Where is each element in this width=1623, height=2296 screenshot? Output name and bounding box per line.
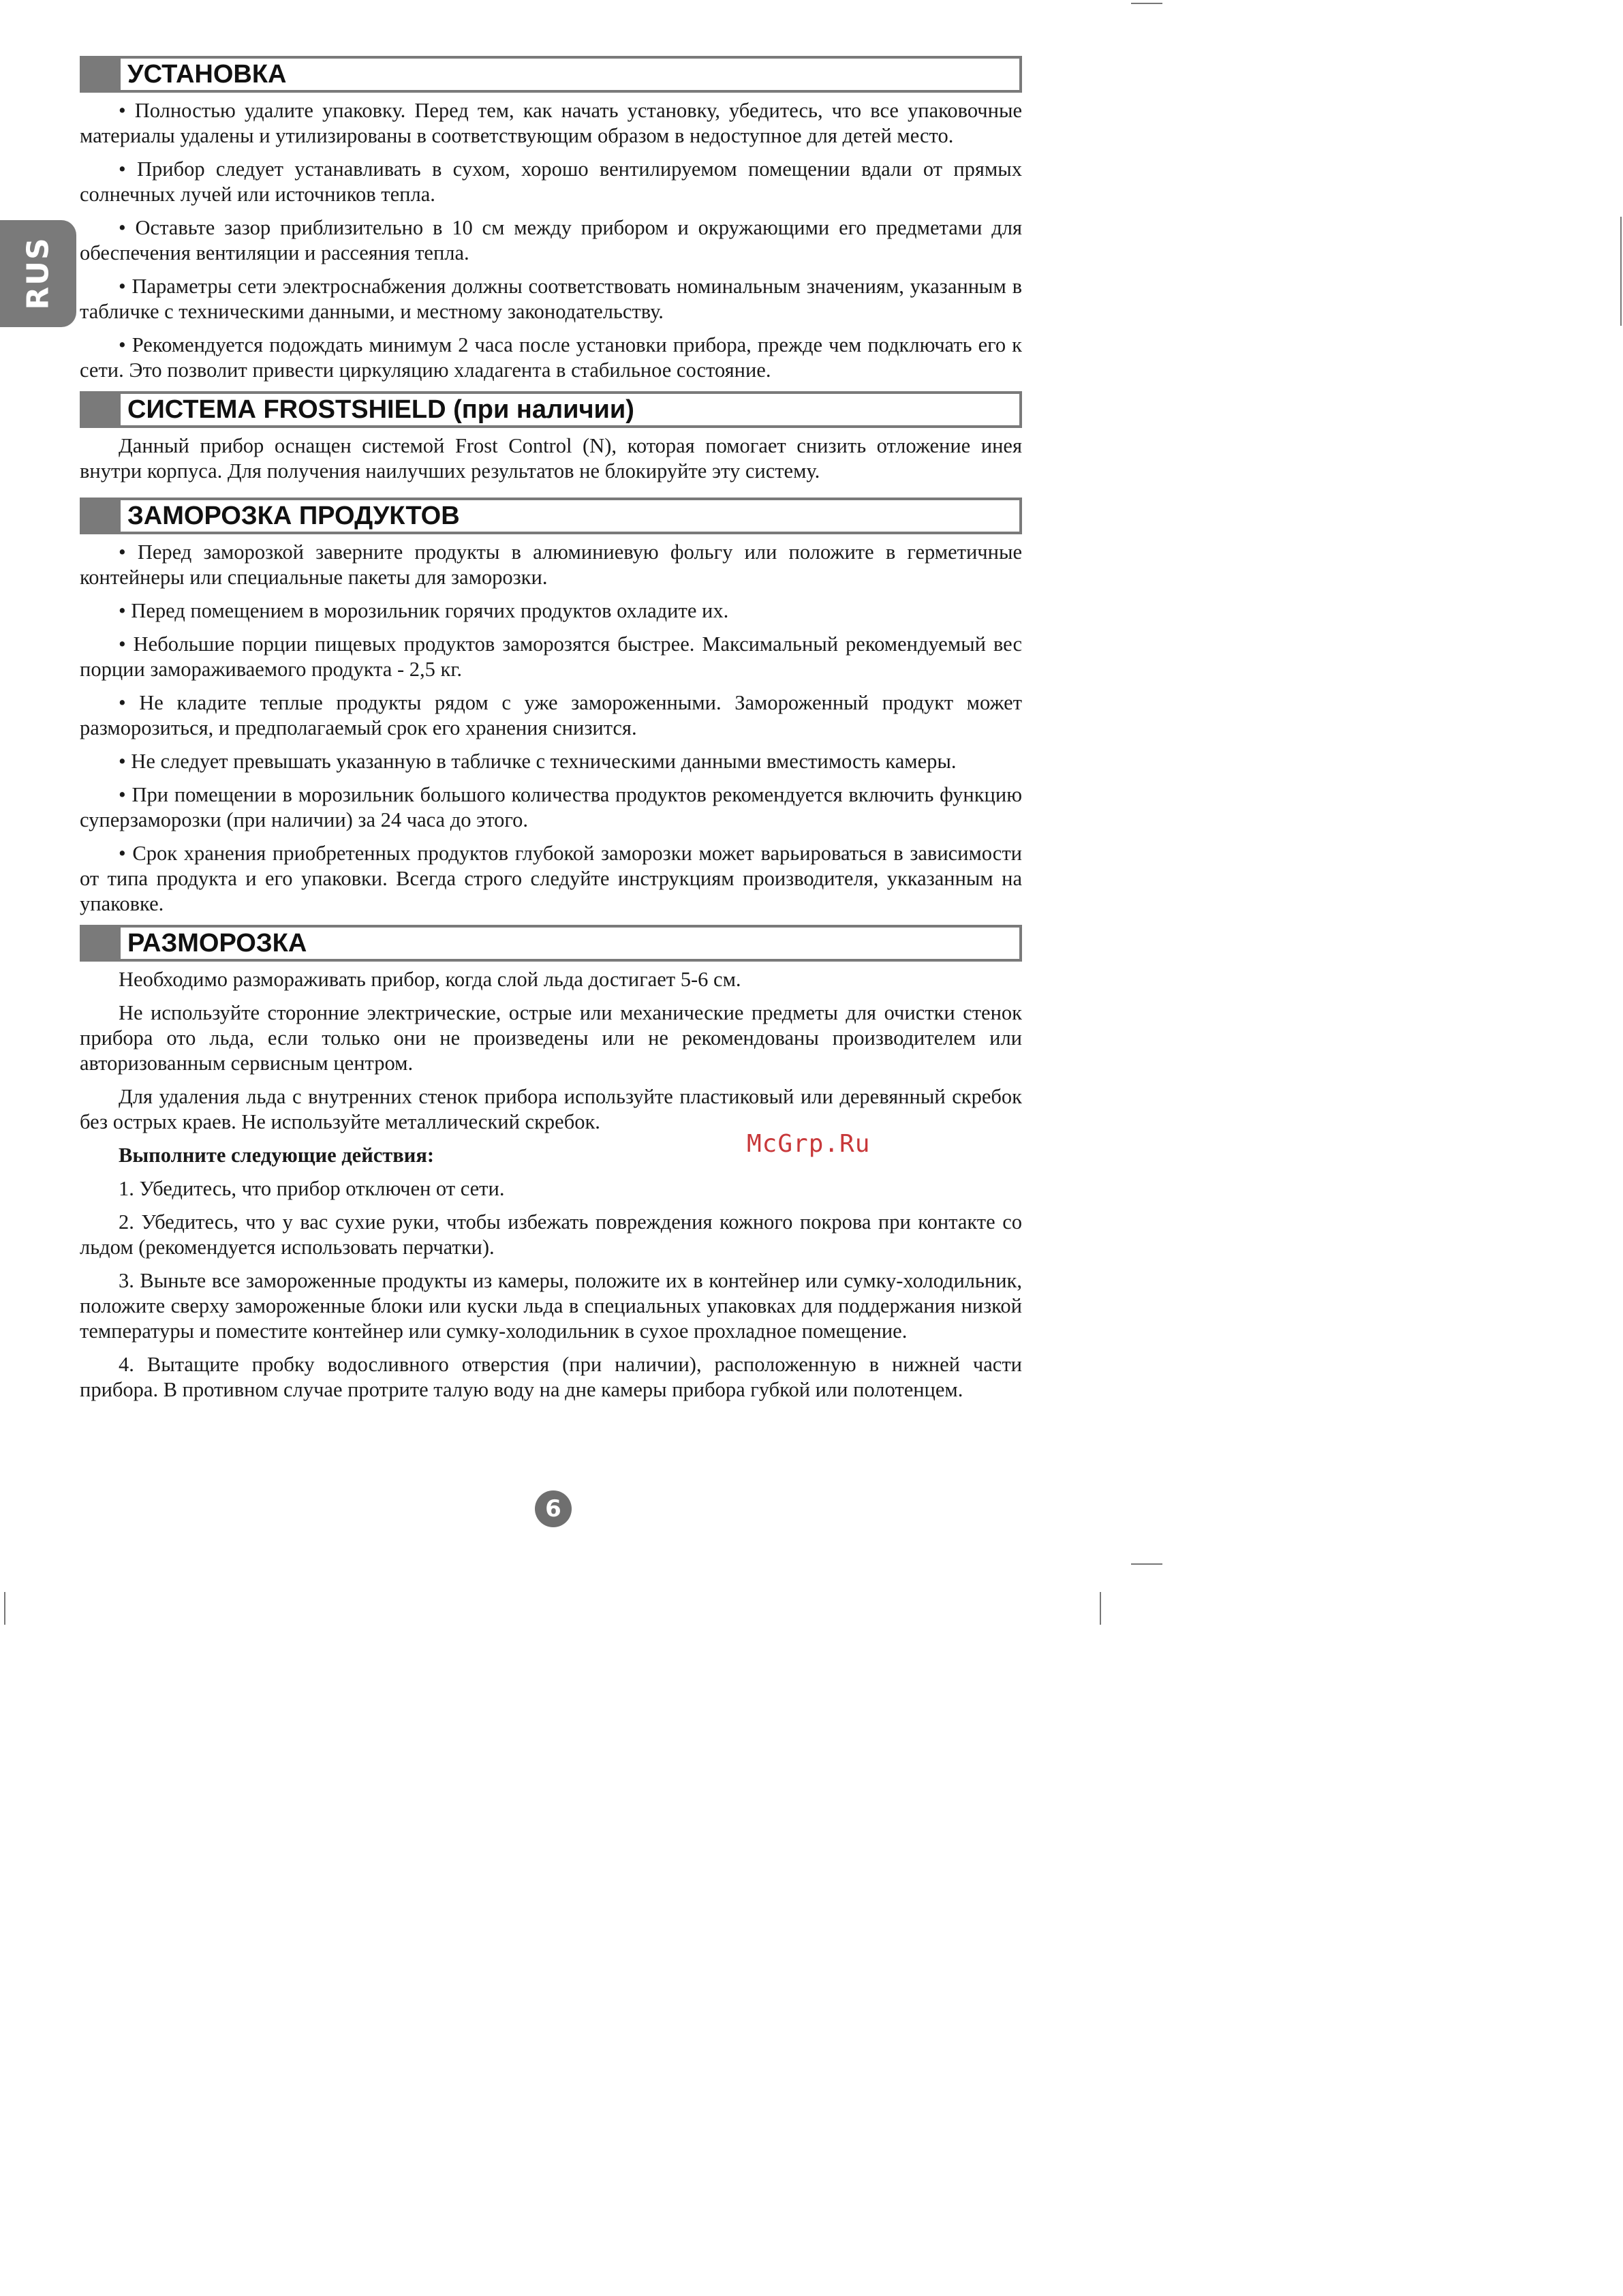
crop-mark-center (1100, 1592, 1101, 1625)
section-header-freezing (80, 498, 1022, 534)
section-title: ЗАМОРОЗКА ПРОДУКТОВ (127, 502, 460, 530)
step-item: 1. Убедитесь, что прибор отключен от сети. (119, 1177, 505, 1200)
section-marker (82, 928, 121, 959)
paragraph: Необходимо размораживать прибор, когда слой льда достигает 5-6 см. (119, 968, 741, 991)
paragraph: • Не следует превышать указанную в табличке с техническими данными вместимость камеры. (119, 750, 957, 773)
step-item: 3. Выньте все замороженные продукты из камеры, положите их в контейнер или сумку-холодильник, положите сверху замороженные блоки или куски льда в специальных упаковках для поддержания низкой температуры и поместите контейнер или сумку-холодильник в сухое прохладное помещение. (80, 1269, 1022, 1343)
section-header-defrosting (80, 925, 1022, 962)
paragraph: • Не кладите теплые продукты рядом с уже замороженными. Замороженный продукт может разморозиться, и предполагаемый срок его хранения снизится. (80, 691, 1022, 739)
section-header-installation (80, 56, 1022, 93)
section-marker (82, 59, 121, 90)
section-title: РАЗМОРОЗКА (127, 929, 307, 958)
paragraph: • Перед заморозкой заверните продукты в алюминиевую фольгу или положите в герметичные контейнеры или специальные пакеты для заморозки. (80, 540, 1022, 589)
page-number: 6 (535, 1490, 572, 1527)
step-item: 4. Вытащите пробку водосливного отверстия (при наличии), расположенную в нижней части прибора. В противном случае протрите талую воду на дне камеры прибора губкой или полотенцем. (80, 1353, 1022, 1401)
section-title: УСТАНОВКА (127, 60, 287, 89)
crop-mark-left (4, 1592, 5, 1625)
section-title: СИСТЕМА FROSTSHIELD (при наличии) (127, 395, 634, 424)
paragraph: • Прибор следует устанавливать в сухом, хорошо вентилируемом помещении вдали от прямых солнечных лучей или источников тепла. (80, 157, 1022, 206)
document-content (80, 56, 1022, 1411)
crop-mark-top-right (1131, 3, 1162, 4)
paragraph: • Срок хранения приобретенных продуктов глубокой заморозки может варьироваться в зависимости от типа продукта и его упаковки. Всегда строго следуйте инструкциям производителя, укказанным на упаковке. (80, 842, 1022, 915)
paragraph: • Рекомендуется подождать минимум 2 часа после установки прибора, прежде чем подключать его к сети. Это позволит привести циркуляцию хладагента в стабильное состояние. (80, 333, 1022, 382)
paragraph: • Параметры сети электроснабжения должны соответствовать номинальным значениям, указанным в табличке с техническими данными, и местному законодательству. (80, 275, 1022, 323)
paragraph: • Полностью удалите упаковку. Перед тем, как начать установку, убедитесь, что все упаковочные материалы удалены и утилизированы в соответствующим образом в недоступное для детей место. (80, 99, 1022, 147)
paragraph: Для удаления льда с внутренних стенок прибора используйте пластиковый или деревянный скребок без острых краев. Не используйте металлический скребок. (80, 1085, 1022, 1133)
paragraph: • Перед помещением в морозильник горячих продуктов охладите их. (119, 599, 729, 622)
paragraph: Не используйте сторонние электрические, острые или механические предметы для очистки стенок прибора ото льда, если только они не произведены или не рекомендованы производителем или авторизованным сервисным центром. (80, 1001, 1022, 1075)
steps-heading: Выполните следующие действия: (119, 1144, 434, 1167)
watermark: McGrp.Ru (747, 1130, 871, 1158)
crop-mark-right-upper (1131, 1563, 1162, 1565)
paragraph: • Оставьте зазор приблизительно в 10 см между прибором и окружающими его предметами для обеспечения вентиляции и рассеяния тепла. (80, 216, 1022, 264)
section-marker (82, 500, 121, 532)
step-item: 2. Убедитесь, что у вас сухие руки, чтобы избежать повреждения кожного покрова при контакте со льдом (рекомендуется использовать перчатки). (80, 1210, 1022, 1259)
paragraph: • Небольшие порции пищевых продуктов заморозятся быстрее. Максимальный рекомендуемый вес порции замораживаемого продукта - 2,5 кг. (80, 632, 1022, 681)
language-tab (0, 220, 76, 327)
crop-mark-right-edge (1620, 217, 1622, 326)
paragraph: Данный прибор оснащен системой Frost Control (N), которая помогает снизить отложение инея внутри корпуса. Для получения наилучших результатов не блокируйте эту систему. (80, 434, 1022, 483)
language-tab-label: RUS (20, 236, 56, 310)
section-header-frostshield (80, 391, 1022, 428)
section-marker (82, 394, 121, 425)
paragraph: • При помещении в морозильник большого количества продуктов рекомендуется включить функцию суперзаморозки (при наличии) за 24 часа до этого. (80, 783, 1022, 831)
